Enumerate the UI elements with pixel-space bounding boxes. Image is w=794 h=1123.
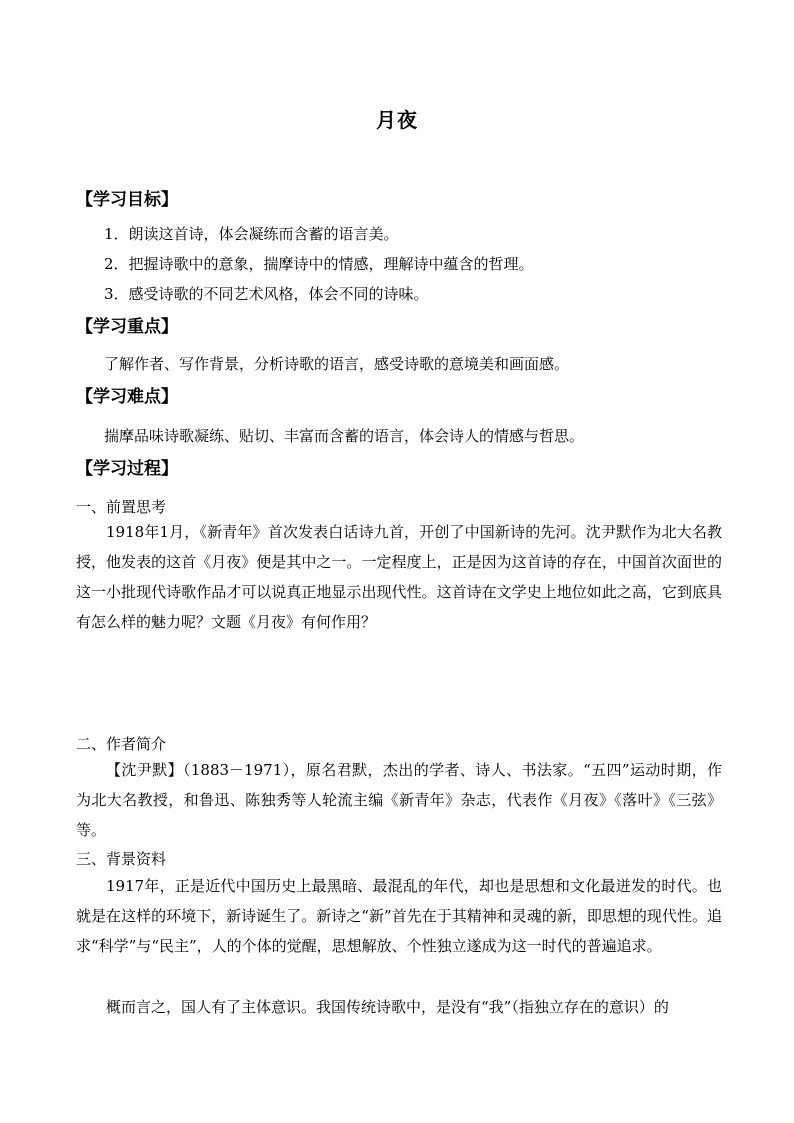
goal-item: 3．感受诗歌的不同艺术风格，体会不同的诗味。 (104, 285, 429, 303)
page-title: 月夜 (376, 108, 418, 132)
part-title-background: 三、背景资料 (76, 850, 167, 868)
section-heading-key-points: 【学习重点】 (76, 317, 178, 337)
background-paragraph-2: 概而言之，国人有了主体意识。我国传统诗歌中，是没有“我”（指独立存在的意识）的 (106, 998, 669, 1016)
preview-paragraph: 1918年1月，《新青年》首次发表白话诗九首，开创了中国新诗的先河。沈尹默作为北大名教授，他发表的这首《月夜》便是其中之一。一定程度上，正是因为这首诗的存在，中国首次面世的这一小批现代诗歌作品才可以说真正地显示出现代性。这首诗在文学史上地位如此之高，它到底具有怎么样的魅力呢？文题《月夜》有何作用？ (76, 523, 722, 631)
goal-item: 2．把握诗歌中的意象，揣摩诗中的情感，理解诗中蕴含的哲理。 (104, 255, 534, 273)
section-heading-difficulties: 【学习难点】 (76, 387, 178, 407)
goal-item: 1．朗读这首诗，体会凝练而含蓄的语言美。 (104, 225, 399, 243)
difficulties-text: 揣摩品味诗歌凝练、贴切、丰富而含蓄的语言，体会诗人的情感与哲思。 (104, 427, 585, 445)
section-heading-process: 【学习过程】 (76, 459, 178, 479)
section-heading-goals: 【学习目标】 (76, 190, 178, 210)
part-title-preview: 一、前置思考 (76, 498, 167, 516)
part-title-author: 二、作者简介 (76, 735, 167, 753)
key-points-text: 了解作者、写作背景，分析诗歌的语言，感受诗歌的意境美和画面感。 (104, 355, 570, 373)
author-paragraph: 【沈尹默】（1883－1971），原名君默，杰出的学者、诗人、书法家。“五四”运动时期，作为北大名教授，和鲁迅、陈独秀等人轮流主编《新青年》杂志，代表作《月夜》《落叶》《三弦》等。 (76, 761, 722, 839)
background-paragraph-1: 1917年，正是近代中国历史上最黑暗、最混乱的年代，却也是思想和文化最迸发的时代。也就是在这样的环境下，新诗诞生了。新诗之“新”首先在于其精神和灵魂的新，即思想的现代性。追求“科学”与“民主”，人的个体的觉醒，思想解放、个性独立遂成为这一时代的普遍追求。 (76, 877, 722, 955)
